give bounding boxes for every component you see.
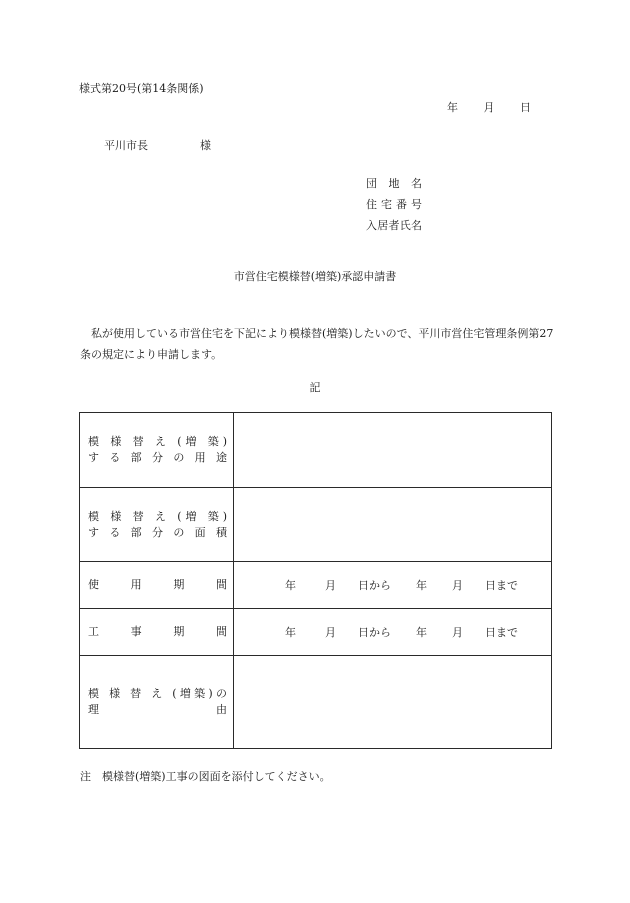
date-day: 日 <box>520 101 531 114</box>
use-period-day-to: 日まで <box>485 579 518 592</box>
use-period-values <box>234 577 551 593</box>
reason-label-ri: 理 <box>88 703 99 716</box>
area-label <box>80 488 234 562</box>
resident-name-label: 入居者氏名 <box>366 219 422 232</box>
purpose-label <box>80 413 234 488</box>
construction-period-label-text: 工 事 期 間 <box>88 625 227 638</box>
addressee-mayor: 平川市長 <box>104 139 148 152</box>
use-period-label <box>80 562 234 609</box>
use-period-year: 年 <box>285 579 296 592</box>
construction-period-year2: 年 <box>416 626 427 639</box>
form-number: 様式第20号(第14条関係) <box>79 82 204 95</box>
application-table <box>79 412 552 749</box>
construction-period-label <box>80 609 234 656</box>
applicant-block <box>366 173 422 236</box>
body-text: 私が使用している市営住宅を下記により模様替(増築)したいので、平川市営住宅管理条例第27条の規定により申請します。 <box>80 327 554 361</box>
construction-period-day-from: 日から <box>358 626 391 639</box>
note: 注 模様替(増築)工事の図面を添付してください。 <box>80 770 331 783</box>
use-period-year2: 年 <box>416 579 427 592</box>
reason-label-line1: 模 様 替 え (増築)の <box>88 687 227 700</box>
use-period-label-text: 使 用 期 間 <box>88 578 227 591</box>
use-period-month: 月 <box>325 579 336 592</box>
estate-name-label: 団 地 名 <box>366 177 422 190</box>
body-paragraph <box>80 323 555 365</box>
document-title: 市営住宅模様替(増築)承認申請書 <box>233 270 397 283</box>
construction-period-values <box>234 624 551 640</box>
table-row-purpose <box>80 413 552 488</box>
construction-period-month2: 月 <box>452 626 463 639</box>
purpose-label-line2: す る 部 分 の 用 途 <box>88 451 227 464</box>
date-month: 月 <box>483 101 495 114</box>
house-number-label: 住 宅 番 号 <box>366 198 422 211</box>
table-row-area <box>80 488 552 562</box>
purpose-field[interactable] <box>234 413 552 488</box>
date-line <box>447 99 531 115</box>
area-field[interactable] <box>234 488 552 562</box>
use-period-month2: 月 <box>452 579 463 592</box>
construction-period-field[interactable] <box>234 609 552 656</box>
area-label-line2: す る 部 分 の 面 積 <box>88 525 227 539</box>
construction-period-year: 年 <box>285 626 296 639</box>
table-row-construction-period <box>80 609 552 656</box>
table-row-reason <box>80 656 552 749</box>
table-row-use-period <box>80 562 552 609</box>
addressee-honorific: 様 <box>200 139 211 152</box>
reason-label-yu: 由 <box>216 703 227 716</box>
construction-period-day-to: 日まで <box>485 626 518 639</box>
purpose-label-line1: 模 様 替 え (増 築) <box>88 435 227 448</box>
addressee <box>104 137 211 153</box>
reason-label <box>80 656 234 749</box>
use-period-day-from: 日から <box>358 579 391 592</box>
date-year: 年 <box>447 101 458 114</box>
area-label-line1: 模 様 替 え (増 築) <box>88 509 227 523</box>
ki-heading: 記 <box>309 381 321 394</box>
reason-field[interactable] <box>234 656 552 749</box>
reason-label-line2 <box>88 702 227 718</box>
construction-period-month: 月 <box>325 626 336 639</box>
use-period-field[interactable] <box>234 562 552 609</box>
